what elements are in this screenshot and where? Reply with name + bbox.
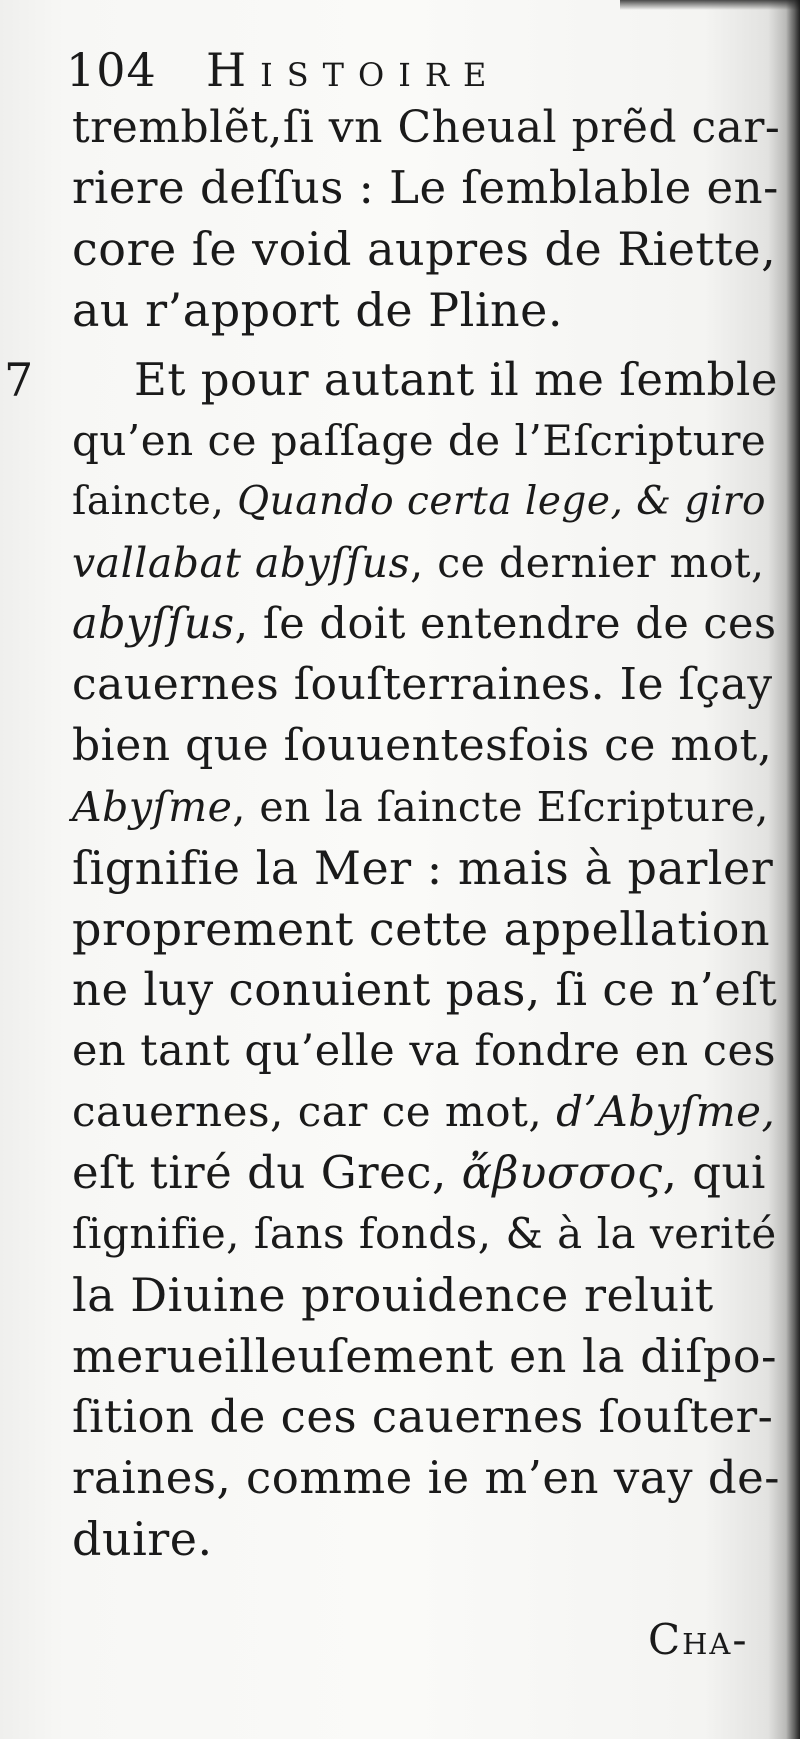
latin-quotation: vallabat abyſſus <box>72 539 411 587</box>
page-edge-shadow-right <box>786 0 800 1739</box>
page-edge-shadow-top <box>620 0 800 10</box>
text-span: ſaincte, <box>72 479 238 524</box>
text-span: , ſe doit entendre de ces <box>234 599 777 649</box>
running-title: Histoire <box>206 43 501 97</box>
text-line: riere deſſus : Le ſemblable en- <box>72 161 779 214</box>
text-line: au r’apport de Pline. <box>72 283 564 337</box>
text-line <box>72 596 777 652</box>
text-line: proprement cette appellation <box>72 902 771 956</box>
text-span: , ce dernier mot, <box>410 539 765 587</box>
text-line: ne luy conuient pas, ſi ce n’eſt <box>72 963 778 1016</box>
margin-section-number: 7 <box>4 353 34 407</box>
italic-term: Abyſme <box>72 783 233 831</box>
text-span: , en la ſaincte Eſcripture, <box>232 783 769 831</box>
text-line: ſignifie, ſans fonds, & à la verité <box>72 1209 777 1258</box>
greek-word: ἄβυσσος <box>461 1146 663 1199</box>
text-line: merueilleuſement en la diſpo- <box>72 1329 778 1383</box>
latin-term: abyſſus <box>72 599 235 649</box>
text-span: eſt tiré du Grec, <box>72 1146 462 1199</box>
text-line: qu’en ce paſſage de l’Eſcripture <box>72 416 767 465</box>
text-line <box>72 474 766 530</box>
text-line: duire. <box>72 1512 213 1566</box>
text-span: cauernes, car ce mot, <box>72 1087 557 1136</box>
italic-term: d’Abyſme, <box>556 1087 776 1136</box>
text-line <box>72 779 769 835</box>
text-line <box>72 1145 766 1201</box>
text-line: core ſe void aupres de Riette, <box>72 222 777 276</box>
text-line: bien que ſouuentesfois ce mot, <box>72 720 773 771</box>
text-line: la Diuine prouidence reluit <box>72 1268 714 1322</box>
text-line: en tant qu’elle va fondre en ces <box>72 1026 777 1076</box>
text-line: ſignifie la Mer : mais à parler <box>72 841 774 895</box>
text-line: Et pour autant il me ſemble <box>134 353 779 406</box>
text-line <box>72 535 765 591</box>
text-line <box>72 1084 775 1140</box>
text-line: raines, comme ie m’en vay de- <box>72 1451 780 1504</box>
text-line: ſition de ces cauernes ſouſter- <box>72 1390 774 1443</box>
text-span: , qui <box>662 1146 766 1199</box>
page-number: 104 <box>66 43 157 97</box>
catchword: Cha- <box>648 1615 749 1664</box>
latin-quotation: Quando certa lege, & giro <box>237 479 766 524</box>
text-line: tremblẽt,ſi vn Cheual prẽd car- <box>72 102 781 153</box>
running-head <box>66 42 500 98</box>
text-line: cauernes ſouſterraines. Ie ſçay <box>72 659 773 710</box>
